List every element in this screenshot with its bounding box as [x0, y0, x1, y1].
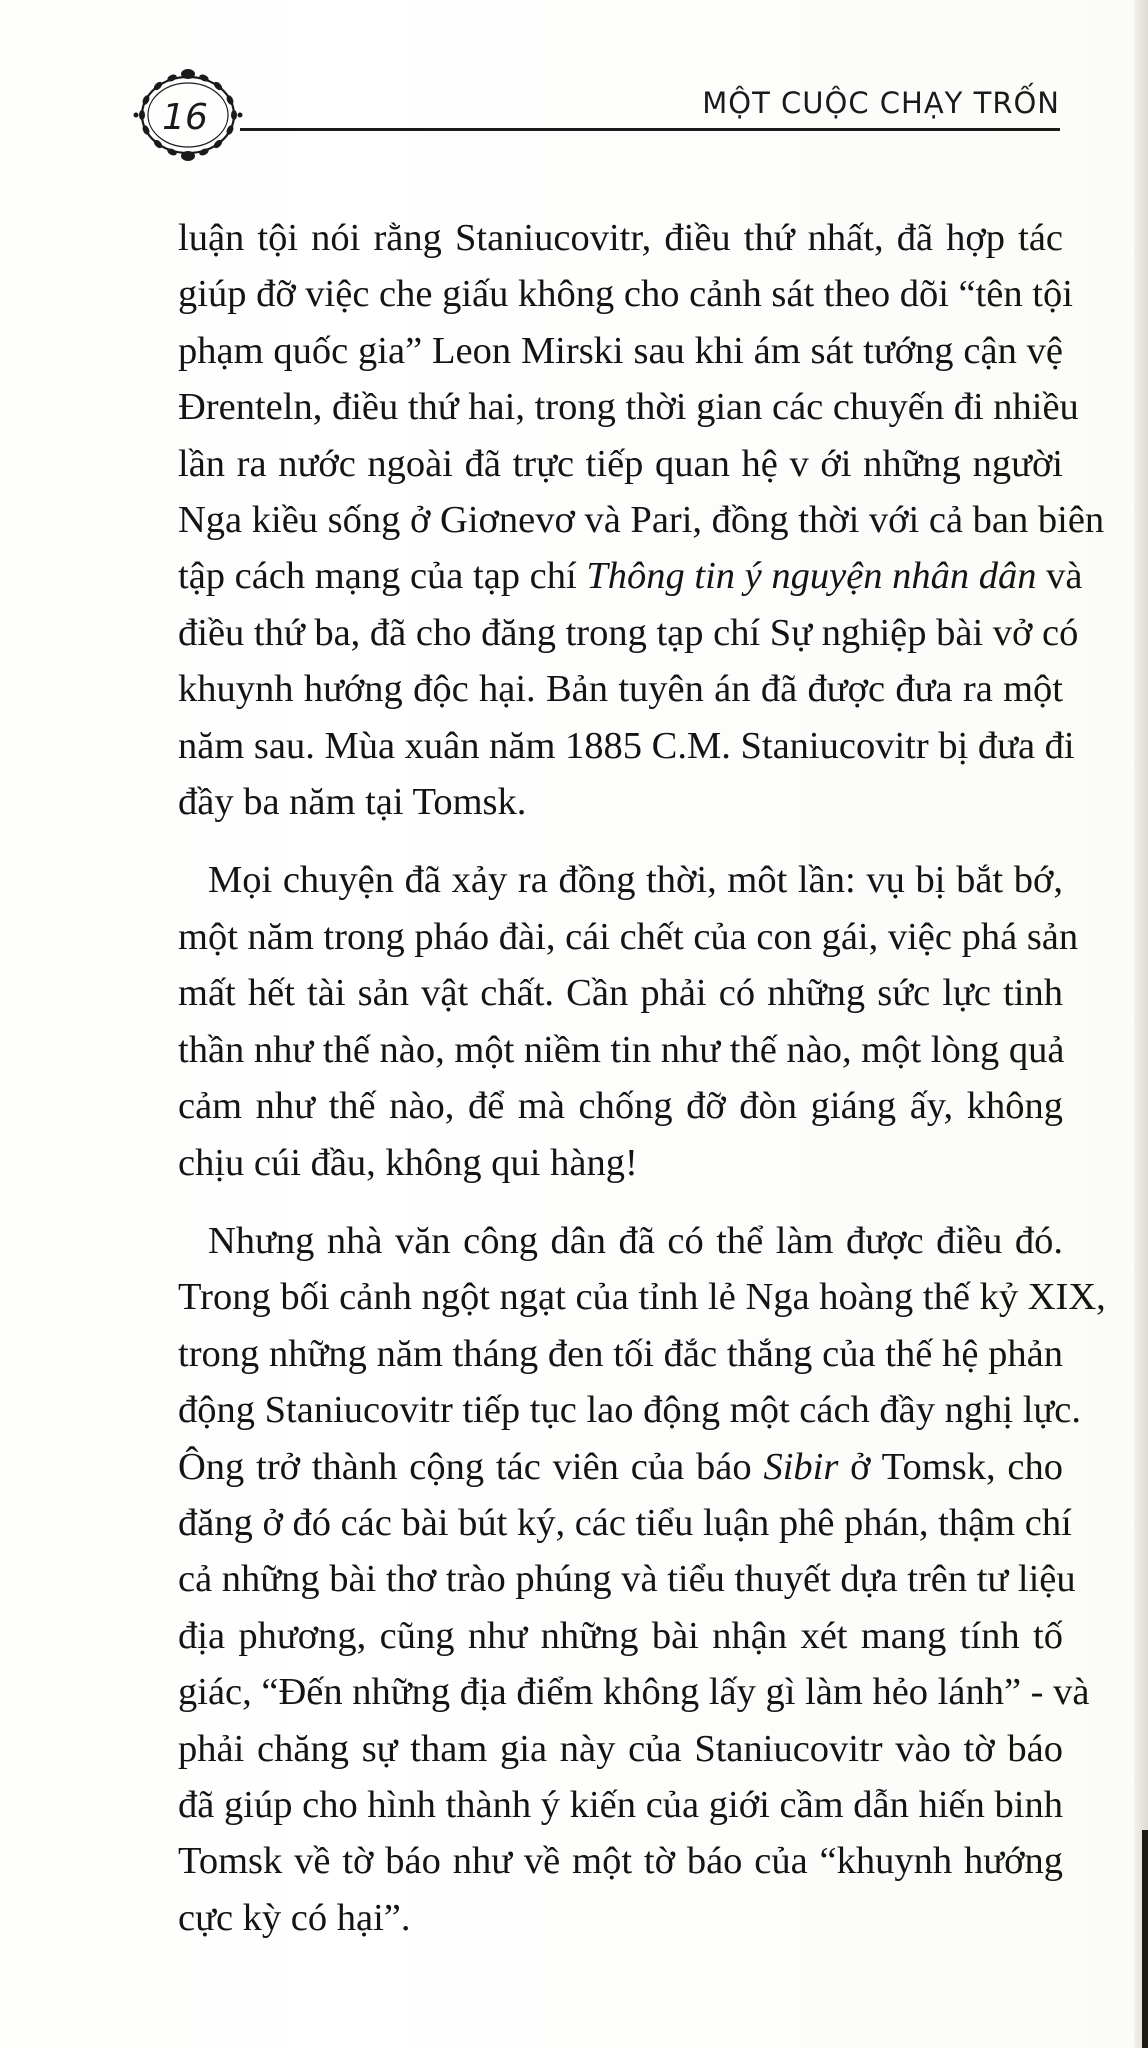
newspaper-title: Sibir [763, 1445, 839, 1488]
text-line: động Staniucovitr tiếp tục lao động một cách đầy nghị lực. [178, 1389, 1081, 1432]
text-line: phải chăng sự tham gia này của Staniucovitr vào tờ báo [178, 1727, 1063, 1770]
text-line: đăng ở đó các bài bút ký, các tiểu luận phê phán, thậm chí [178, 1501, 1072, 1544]
text-run: và [1036, 555, 1083, 598]
text-line: Mọi chuyện đã xảy ra đồng thời, môt lần: vụ bị bắt bớ, [208, 859, 1063, 902]
text-line: Nhưng nhà văn công dân đã có thể làm được điều đó. [208, 1219, 1063, 1262]
text-line: mất hết tài sản vật chất. Cần phải có những sức lực tinh [178, 972, 1063, 1015]
book-cover-edge [1142, 1830, 1148, 2048]
text-line [178, 548, 1083, 604]
paragraph-1 [178, 210, 1105, 830]
text-line: giác, “Đến những địa điểm không lấy gì làm hẻo lánh” - và [178, 1671, 1090, 1714]
paragraph-3 [178, 1213, 1106, 1946]
text-line: Đrenteln, điều thứ hai, trong thời gian các chuyến đi nhiều [178, 386, 1079, 429]
text-line: trong những năm tháng đen tối đắc thắng của thế hệ phản [178, 1332, 1063, 1375]
text-line [178, 1439, 1063, 1495]
text-line: phạm quốc gia” Leon Mirski sau khi ám sát tướng cận vệ [178, 329, 1063, 372]
text-line: Nga kiều sống ở Giơnevơ và Pari, đồng thời với cả ban biên [178, 499, 1105, 542]
page-header [0, 60, 1148, 170]
text-line: khuynh hướng độc hại. Bản tuyên án đã được đưa ra một [178, 668, 1063, 711]
text-line: lần ra nước ngoài đã trực tiếp quan hệ v ới những người [178, 442, 1063, 485]
text-line: năm sau. Mùa xuân năm 1885 C.M. Staniucovitr bị đưa đi [178, 724, 1075, 767]
body-text [178, 210, 1106, 1968]
text-line: thần như thế nào, một niềm tin như thế nào, một lòng quả [178, 1028, 1065, 1071]
text-line: đã giúp cho hình thành ý kiến của giới cầm dẫn hiến binh [178, 1783, 1063, 1826]
text-line: cảm như thế nào, để mà chống đỡ đòn giáng ấy, không [178, 1085, 1063, 1128]
text-line: Tomsk về tờ báo như về một tờ báo của “khuynh hướng [178, 1840, 1063, 1883]
text-line: đầy ba năm tại Tomsk. [178, 781, 527, 824]
text-line: địa phương, cũng như những bài nhận xét mang tính tố [178, 1614, 1063, 1657]
text-run: ở Tomsk, cho [838, 1445, 1063, 1488]
text-line: chịu cúi đầu, không qui hàng! [178, 1141, 638, 1184]
text-line: cả những bài thơ trào phúng và tiểu thuyết dựa trên tư liệu [178, 1558, 1076, 1601]
text-run: tập cách mạng của tạp chí [178, 555, 587, 598]
text-line: Trong bối cảnh ngột ngạt của tỉnh lẻ Nga hoàng thế kỷ XIX, [178, 1276, 1106, 1319]
page-number: 16 [162, 97, 208, 138]
paragraph-2 [178, 852, 1079, 1190]
text-line: một năm trong pháo đài, cái chết của con gái, việc phá sản [178, 915, 1079, 958]
text-line: giúp đỡ việc che giấu không cho cảnh sát theo dõi “tên tội [178, 273, 1073, 316]
text-line: điều thứ ba, đã cho đăng trong tạp chí Sự nghiệp bài vở có [178, 611, 1079, 654]
journal-title: Thông tin ý nguyện nhân dân [586, 555, 1037, 598]
running-head-title: MỘT CUỘC CHẠY TRỐN [702, 86, 1060, 120]
text-run: Ông trở thành cộng tác viên của báo [178, 1445, 764, 1488]
book-spine-edge [1134, 0, 1148, 2048]
header-rule [240, 128, 1060, 131]
text-line: cực kỳ có hại”. [178, 1896, 411, 1939]
text-line: luận tội nói rằng Staniucovitr, điều thứ nhất, đã hợp tác [178, 217, 1063, 259]
